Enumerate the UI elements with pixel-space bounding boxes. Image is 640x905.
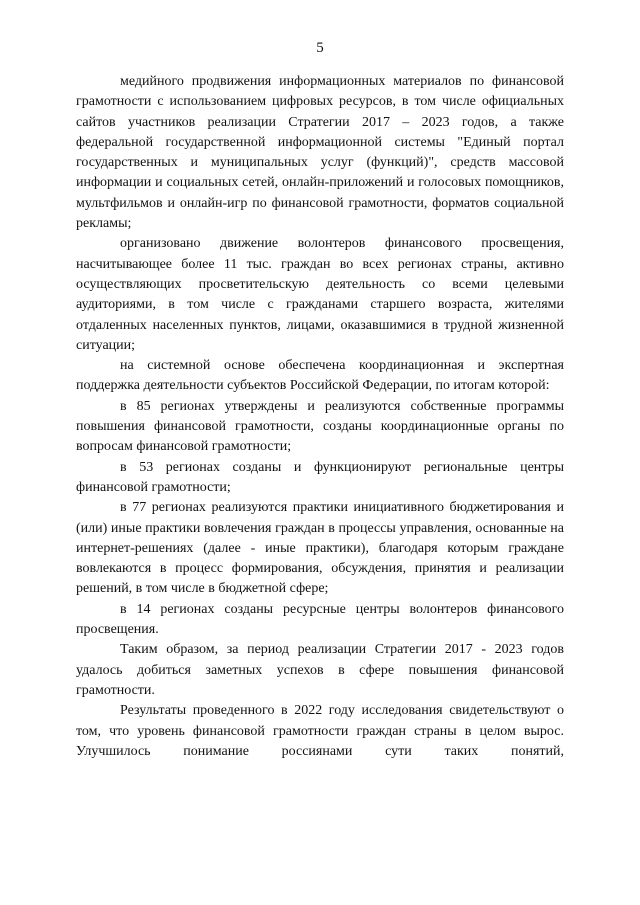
- paragraph-77-regions: в 77 регионах реализуются практики инициативного бюджетирования и (или) иные практики вовлечения граждан в процессы управления, основанные на интернет-решениях (далее - иные практики), благодаря которым граждане вовлекаются в процесс формирования, обсуждения, принятия и реализации решений, в том числе в бюджетной сфере;: [76, 500, 564, 597]
- paragraph-research-results: Результаты проведенного в 2022 году исследования свидетельствуют о том, что уровень финансовой грамотности граждан страны в целом вырос. Улучшилось понимание россиянами сути таких понятий,: [76, 703, 564, 759]
- paragraph-media-promotion: медийного продвижения информационных материалов по финансовой грамотности с использованием цифровых ресурсов, в том числе официальных сайтов участников реализации Стратегии 2017 – 2023 годов, а также федеральной государственной информационной системы "Единый портал государственных и муниципальных услуг (функций)", средств массовой информации и социальных сетей, онлайн-приложений и голосовых помощников, мультфильмов и онлайн-игр по финансовой грамотности, форматов социальной рекламы;: [76, 74, 564, 232]
- page-number: 5: [316, 40, 324, 56]
- paragraph-14-regions: в 14 регионах созданы ресурсные центры волонтеров финансового просвещения.: [76, 601, 564, 638]
- body-text: [76, 72, 564, 762]
- paragraph-coordination: на системной основе обеспечена координационная и экспертная поддержка деятельности субъектов Российской Федерации, по итогам которой:: [76, 358, 564, 394]
- paragraph-53-regions: в 53 регионах созданы и функционируют региональные центры финансовой грамотности;: [76, 459, 564, 495]
- paragraph-volunteers: организовано движение волонтеров финансового просвещения, насчитывающее более 11 тыс. граждан во всех регионах страны, активно осуществляющих просветительскую деятельность со всеми целевыми аудиториями, в том числе с гражданами старшего возраста, жителями отдаленных населенных пунктов, лицами, оказавшимися в трудной жизненной ситуации;: [76, 236, 564, 353]
- paragraph-conclusion: Таким образом, за период реализации Стратегии 2017 - 2023 годов удалось добиться заметных успехов в сфере повышения финансовой грамотности.: [76, 642, 564, 698]
- paragraph-85-regions: в 85 регионах утверждены и реализуются собственные программы повышения финансовой грамотности, созданы координационные органы по вопросам финансовой грамотности;: [76, 398, 564, 455]
